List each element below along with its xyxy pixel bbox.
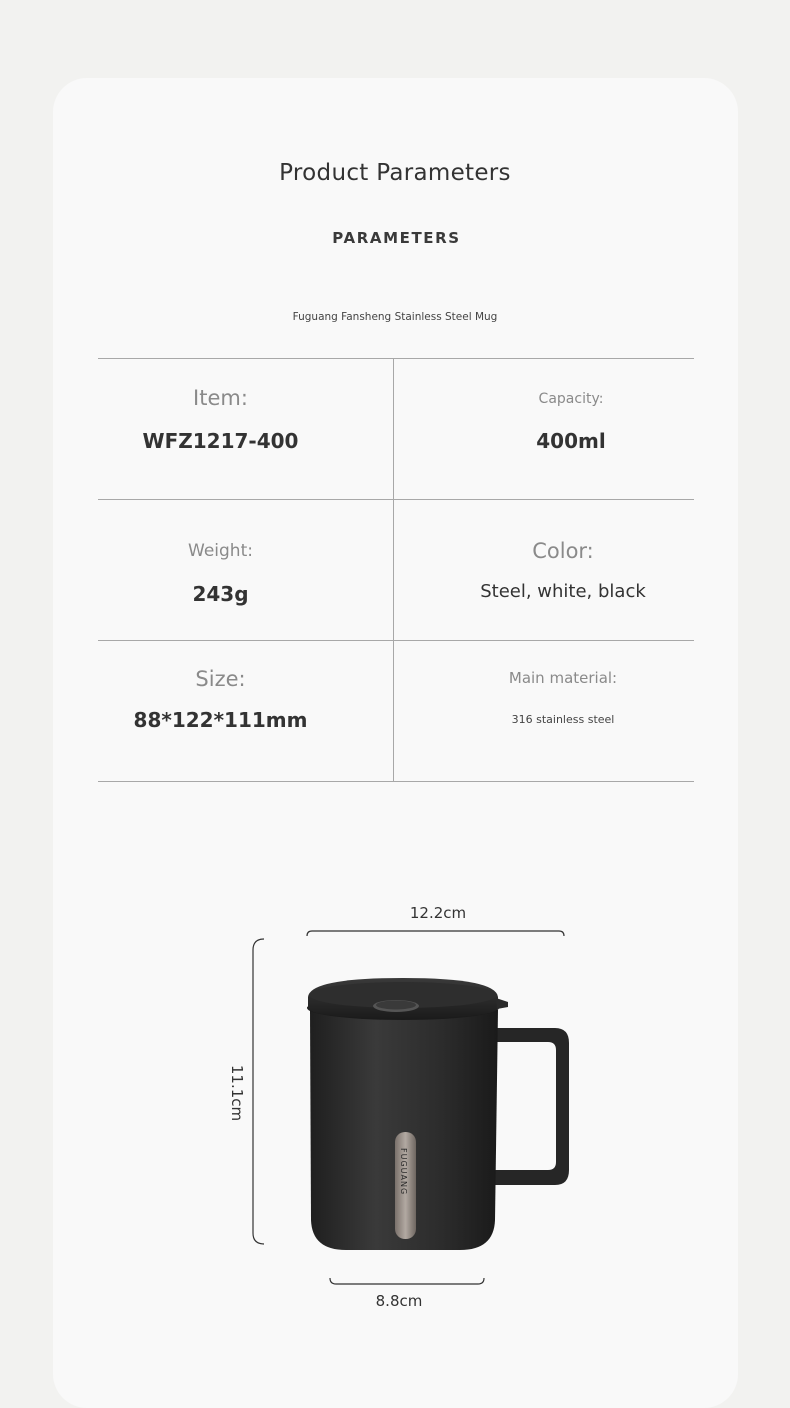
capacity-label: Capacity: bbox=[538, 391, 604, 407]
size-label: Size: bbox=[195, 667, 246, 691]
weight-label: Weight: bbox=[188, 541, 253, 561]
item-label: Item: bbox=[193, 386, 248, 410]
section-subtitle: PARAMETERS bbox=[332, 229, 461, 247]
height-bracket bbox=[253, 939, 264, 1244]
item-value: WFZ1217-400 bbox=[142, 429, 299, 453]
color-value: Steel, white, black bbox=[480, 581, 646, 602]
capacity-value: 400ml bbox=[536, 429, 606, 453]
brand-plate-text: FUGUANG bbox=[399, 1148, 408, 1196]
product-name: Fuguang Fansheng Stainless Steel Mug bbox=[292, 311, 498, 323]
size-value: 88*122*111mm bbox=[133, 708, 308, 732]
lid-tab bbox=[496, 998, 508, 1009]
color-label: Color: bbox=[532, 539, 594, 563]
lid-button-top bbox=[376, 1001, 416, 1010]
page-title: Product Parameters bbox=[279, 160, 511, 186]
height-dimension-label: 11.1cm bbox=[228, 1064, 246, 1122]
base-dimension-label: 8.8cm bbox=[375, 1292, 423, 1310]
material-value: 316 stainless steel bbox=[511, 713, 615, 726]
width-bracket bbox=[307, 931, 564, 936]
material-label: Main material: bbox=[508, 669, 618, 687]
mug-handle bbox=[492, 1028, 569, 1185]
width-dimension-label: 12.2cm bbox=[409, 904, 467, 922]
base-bracket bbox=[330, 1278, 484, 1284]
weight-value: 243g bbox=[192, 582, 249, 606]
